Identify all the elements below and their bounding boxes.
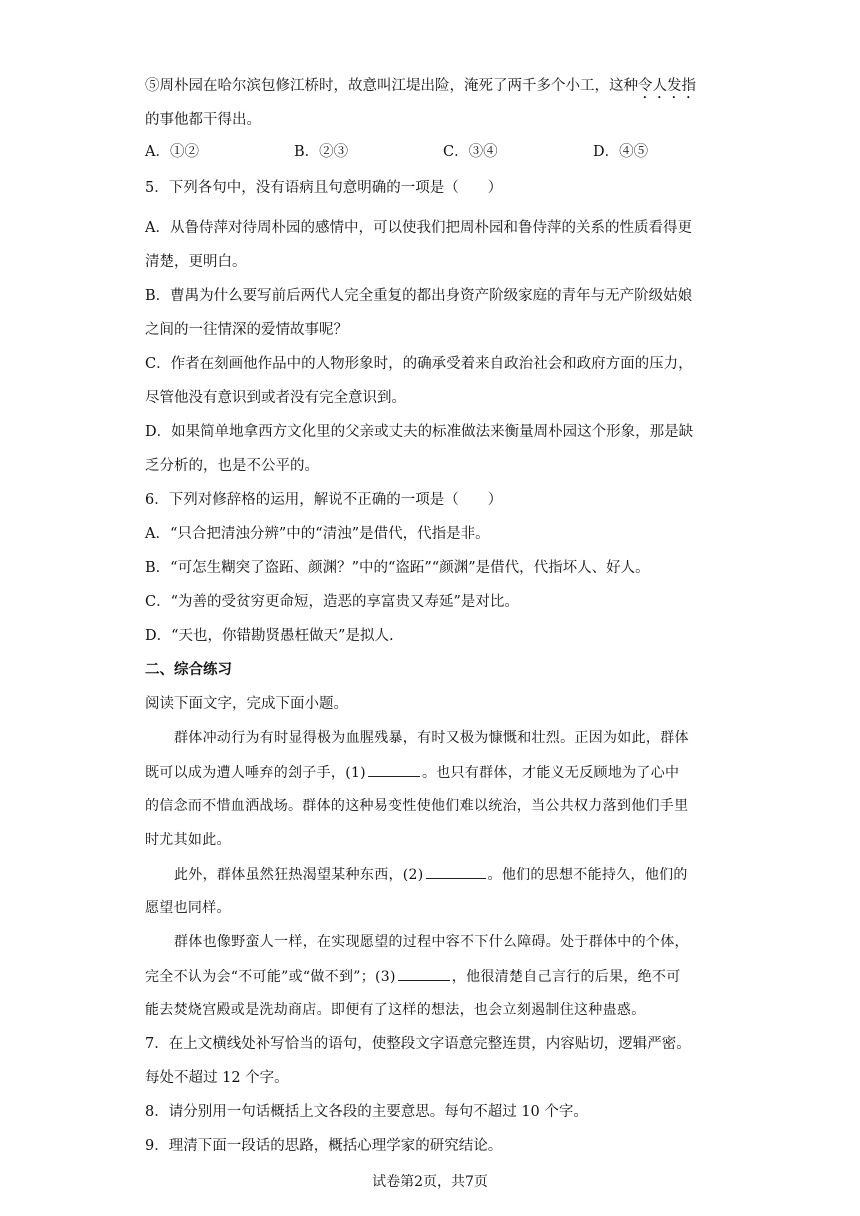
q4-option-d: D．④⑤ (593, 144, 649, 160)
q6-stem: 6．下列对修辞格的运用，解说不正确的一项是（ ） (145, 492, 503, 508)
passage-p1-line4: 时尤其如此。 (145, 832, 231, 848)
q6-option-c: C．“为善的受贫穷更命短，造恶的享富贵又寿延”是对比。 (145, 594, 519, 610)
q5-option-a-line2: 清楚，更明白。 (145, 254, 247, 270)
q4-option-a: A．①② (145, 144, 199, 160)
blank-2[interactable] (426, 864, 486, 879)
q5-option-b-line1: B．曹禺为什么要写前后两代人完全重复的都出身资产阶级家庭的青年与无产阶级姑娘 (145, 288, 693, 304)
blank-3[interactable] (398, 966, 450, 981)
passage-p1-line1: 群体冲动行为有时显得极为血腥残暴，有时又极为慷慨和壮烈。正因为如此，群体 (174, 730, 689, 746)
q4-option-b: B．②③ (294, 144, 349, 160)
q5-stem: 5．下列各句中，没有语病且句意明确的一项是（ ） (145, 180, 503, 196)
passage-p1-line3: 的信念而不惜血洒战场。群体的这种易变性使他们难以统治，当公共权力落到他们手里 (145, 798, 689, 814)
q6-option-a: A．“只合把清浊分辨”中的“清浊”是借代，代指是非。 (145, 526, 490, 542)
q7-line2: 每处不超过 12 个字。 (145, 1070, 289, 1086)
passage-p3-line3: 能去焚烧宫殿或是洗劫商店。即便有了这样的想法，也会立刻遏制住这种蛊惑。 (145, 1002, 646, 1018)
passage-p3-line2: 完全不认为会“不可能”或“做不到”；(3) ，他很清楚自己言行的后果，绝不可 (145, 966, 725, 987)
q5-option-d-line2: 乏分析的，也是不公平的。 (145, 458, 319, 474)
q4-item5-line2: 的事他都干得出。 (145, 112, 261, 128)
q6-option-d: D．“天也，你错勘贤愚枉做天”是拟人. (145, 628, 394, 644)
section-heading: 二、综合练习 (145, 661, 232, 678)
passage-p2-line1: 此外，群体虽然狂热渴望某种东西，(2) 。他们的思想不能持久，他们的 (174, 864, 754, 885)
blank-1[interactable] (368, 762, 420, 777)
passage-p2-line2: 愿望也同样。 (145, 900, 231, 916)
page-footer: 试卷第2页，共7页 (372, 1174, 488, 1190)
q4-item5-line1 (145, 76, 725, 102)
q8-line1: 8．请分别用一句话概括上文各段的主要意思。每句不超过 10 个字。 (145, 1104, 588, 1120)
q5-option-d-line1: D．如果简单地拿西方文化里的父亲或丈夫的标准做法来衡量周朴园这个形象，那是缺 (145, 424, 694, 440)
passage-p3-line1: 群体也像野蛮人一样，在实现愿望的过程中容不下什么障碍。处于群体中的个体， (174, 934, 689, 950)
q5-option-c-line1: C．作者在刻画他作品中的人物形象时，的确承受着来自政治社会和政府方面的压力， (145, 356, 693, 372)
q6-option-b: B．“可怎生糊突了盗跖、颜渊？”中的“盗跖”“颜渊”是借代，代指坏人、好人。 (145, 560, 650, 576)
q5-option-a-line1: A．从鲁侍萍对待周朴园的感情中，可以使我们把周朴园和鲁侍萍的关系的性质看得更 (145, 220, 692, 236)
q9-line1: 9．理清下面一段话的思路，概括心理学家的研究结论。 (145, 1138, 503, 1154)
q7-line1: 7．在上文横线处补写恰当的语句，使整段文字语意完整连贯，内容贴切，逻辑严密。 (145, 1036, 691, 1052)
q5-option-c-line2: 尽管他没有意识到或者没有完全意识到。 (145, 390, 406, 406)
q5-option-b-line2: 之间的一往情深的爱情故事呢？ (145, 322, 348, 338)
passage-p1-line2: 既可以成为遭人唾弃的刽子手，(1) 。也只有群体，才能义无反顾地为了心中 (145, 762, 725, 783)
q4-item5-emphasis: 令人发指 (638, 78, 696, 94)
q4-option-c: C．③④ (443, 144, 498, 160)
q4-item5-text: ⑤周朴园在哈尔滨包修江桥时，故意叫江堤出险，淹死了两千多个小工，这种 (145, 78, 638, 94)
section-instruction: 阅读下面文字，完成下面小题。 (145, 696, 348, 712)
